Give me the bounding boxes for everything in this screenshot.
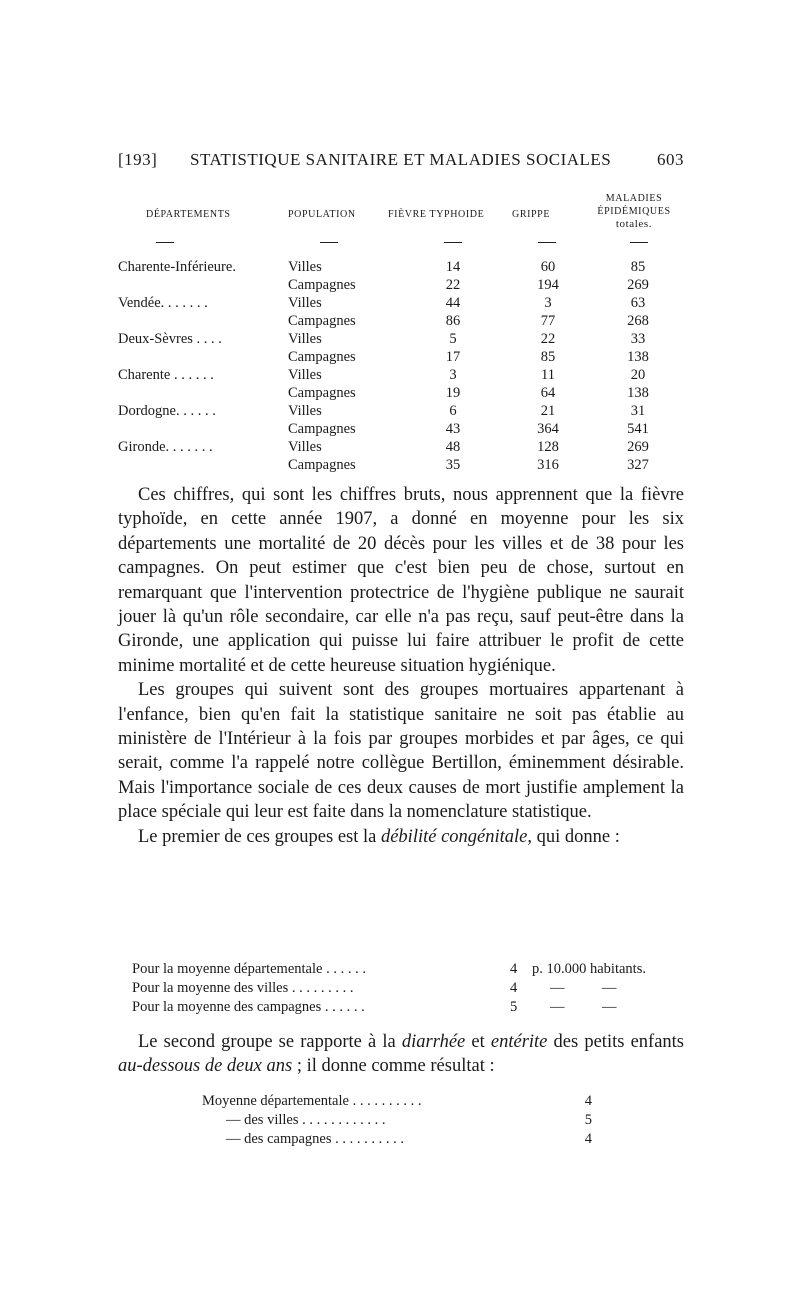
cell-fievre: 5 xyxy=(449,331,457,347)
cell-grippe: 85 xyxy=(540,349,556,365)
cell-maladies: 269 xyxy=(627,439,649,455)
list-label: Pour la moyenne départementale . . . . . . xyxy=(132,961,366,977)
cell-fievre: 35 xyxy=(445,457,461,473)
cell-fievre: 14 xyxy=(445,259,461,275)
cell-grippe: 77 xyxy=(540,313,556,329)
cell-population: Villes xyxy=(288,295,322,311)
cell-maladies: 327 xyxy=(627,457,649,473)
text-run: et xyxy=(465,1032,491,1052)
cell-maladies: 268 xyxy=(627,313,649,329)
running-header xyxy=(118,150,684,174)
cell-population: Villes xyxy=(288,403,322,419)
emphasis: au-dessous de deux ans xyxy=(118,1056,293,1077)
table-row xyxy=(118,402,684,420)
page-number-left: [193] xyxy=(118,150,158,169)
emphasis: débilité congénitale xyxy=(380,826,528,847)
cell-departement: Charente . . . . . . xyxy=(118,367,214,383)
table-row xyxy=(118,294,684,312)
paragraph xyxy=(118,1030,684,1079)
cell-maladies: 138 xyxy=(627,349,649,365)
paragraph: Ces chiffres, qui sont les chiffres bruts, nous apprennent que la fièvre typhoïde, en cette année 1907, a donné en moyenne pour les six départements une mortalité de 20 décès pour les villes et de 38 pour les campagnes. On peut estimer que c'est bien peu de chose, surtout en remarquant que l'intervention protectrice de l'hygiène publique ne saurait jouer là qu'un rôle secondaire, car elle n'a pas reçu, sauf peut-être dans la Gironde, une application qui puisse lui faire attribuer le profit de cette minime mortalité et de cette heureuse situation hygiénique. xyxy=(118,485,684,676)
cell-fievre: 44 xyxy=(445,295,461,311)
list-item xyxy=(132,960,672,979)
header-rule xyxy=(630,242,648,243)
cell-population: Campagnes xyxy=(288,277,356,293)
list-unit: — xyxy=(602,980,617,996)
list-unit: — xyxy=(602,999,617,1015)
emphasis: diarrhée xyxy=(401,1032,466,1052)
cell-maladies: 31 xyxy=(630,403,646,419)
cell-population: Villes xyxy=(288,259,322,275)
cell-population: Villes xyxy=(288,331,322,347)
header-maladies-line3: totales. xyxy=(615,218,653,230)
page-number-right: 603 xyxy=(657,150,684,169)
header-rule xyxy=(156,242,174,243)
list-unit: p. 10.000 habitants. xyxy=(532,961,646,977)
list-value: 4 xyxy=(510,961,518,977)
header-fievre: FIÈVRE TYPHOIDE xyxy=(388,209,485,220)
cell-fievre: 22 xyxy=(445,277,461,293)
list-value: 5 xyxy=(510,999,518,1015)
cell-maladies: 269 xyxy=(627,277,649,293)
table-row xyxy=(118,276,684,294)
cell-maladies: 85 xyxy=(630,259,646,275)
cell-fievre: 6 xyxy=(449,403,457,419)
cell-fievre: 48 xyxy=(445,439,461,455)
list-item xyxy=(132,998,672,1017)
list-label: Pour la moyenne des campagnes . . . . . . xyxy=(132,999,365,1015)
emphasis: entérite xyxy=(490,1032,548,1052)
table-row xyxy=(118,456,684,474)
cell-fievre: 17 xyxy=(445,349,461,365)
list-label: — des villes . . . . . . . . . . . . xyxy=(226,1112,386,1128)
header-grippe: GRIPPE xyxy=(512,209,551,220)
list-item xyxy=(202,1111,592,1130)
list-value: 4 xyxy=(510,980,518,996)
cell-departement: Deux-Sèvres . . . . xyxy=(118,331,222,347)
table-row xyxy=(118,366,684,384)
body-text-2 xyxy=(118,1030,684,1079)
text-run: Le premier de ces groupes est la xyxy=(138,826,381,847)
cell-departement: Vendée. . . . . . . xyxy=(118,295,208,311)
cell-grippe: 22 xyxy=(540,331,556,347)
table-row xyxy=(118,438,684,456)
cell-fievre: 19 xyxy=(445,385,461,401)
cell-population: Campagnes xyxy=(288,457,356,473)
cell-population: Campagnes xyxy=(288,421,356,437)
header-maladies xyxy=(584,192,684,231)
list-label: — des campagnes . . . . . . . . . . xyxy=(226,1131,404,1147)
text-run: Le second groupe se rapporte à la xyxy=(138,1032,402,1052)
cell-population: Villes xyxy=(288,367,322,383)
body-text xyxy=(118,483,684,849)
header-departements: DÉPARTEMENTS xyxy=(146,209,231,220)
cell-grippe: 21 xyxy=(540,403,556,419)
cell-population: Villes xyxy=(288,439,322,455)
cell-maladies: 63 xyxy=(630,295,646,311)
rates-list-1 xyxy=(132,960,672,1017)
cell-maladies: 33 xyxy=(630,331,646,347)
list-value: 4 xyxy=(584,1131,592,1147)
list-unit: — xyxy=(550,999,565,1015)
table-row xyxy=(118,312,684,330)
cell-departement: Dordogne. . . . . . xyxy=(118,403,216,419)
header-rule xyxy=(444,242,462,243)
table-row xyxy=(118,330,684,348)
cell-fievre: 43 xyxy=(445,421,461,437)
cell-grippe: 128 xyxy=(537,439,559,455)
header-maladies-line1: MALADIES xyxy=(605,193,663,204)
list-label: Pour la moyenne des villes . . . . . . . . . xyxy=(132,980,354,996)
cell-grippe: 64 xyxy=(540,385,556,401)
header-population: POPULATION xyxy=(288,209,356,220)
paragraph: Les groupes qui suivent sont des groupes mortuaires appartenant à l'enfance, bien qu'en fait la statistique sanitaire ne soit pas établie au ministère de l'Intérieur à la fois par groupes morbides et par âges, ce qui serait, comme l'a rappelé notre collègue Bertillon, éminemment désirable. Mais l'importance sociale de ces deux causes de mort justifie amplement la place spéciale qui leur est faite dans la nomenclature statistique. xyxy=(118,680,684,823)
text-run: ; il donne comme résultat : xyxy=(292,1056,495,1077)
table-row xyxy=(118,384,684,402)
cell-maladies: 138 xyxy=(627,385,649,401)
cell-fievre: 3 xyxy=(449,367,457,383)
list-item xyxy=(202,1130,592,1149)
document-page xyxy=(118,150,684,1147)
list-value: 5 xyxy=(584,1112,592,1128)
cell-grippe: 364 xyxy=(537,421,559,437)
cell-maladies: 541 xyxy=(627,421,649,437)
header-rule xyxy=(538,242,556,243)
list-label: Moyenne départementale . . . . . . . . . . xyxy=(202,1093,422,1109)
cell-departement: Charente-Inférieure. xyxy=(118,259,236,275)
cell-grippe: 11 xyxy=(541,367,555,383)
list-item xyxy=(132,979,672,998)
cell-population: Campagnes xyxy=(288,313,356,329)
cell-departement: Gironde. . . . . . . xyxy=(118,439,213,455)
header-rule xyxy=(320,242,338,243)
text-run: , qui donne : xyxy=(527,826,620,847)
cell-fievre: 86 xyxy=(445,313,461,329)
table-row xyxy=(118,348,684,366)
cell-grippe: 60 xyxy=(540,259,556,275)
cell-grippe: 3 xyxy=(544,295,552,311)
cell-maladies: 20 xyxy=(630,367,646,383)
table-row xyxy=(118,420,684,438)
cell-population: Campagnes xyxy=(288,385,356,401)
text-run: des petits enfants xyxy=(547,1032,684,1052)
running-title: STATISTIQUE SANITAIRE ET MALADIES SOCIALES xyxy=(190,150,612,169)
paragraph xyxy=(118,825,684,849)
list-unit: — xyxy=(550,980,565,996)
list-item xyxy=(202,1092,592,1111)
cell-grippe: 194 xyxy=(537,277,559,293)
cell-population: Campagnes xyxy=(288,349,356,365)
table-row xyxy=(118,258,684,276)
header-maladies-line2: ÉPIDÉMIQUES xyxy=(597,206,671,217)
cell-grippe: 316 xyxy=(537,457,559,473)
list-value: 4 xyxy=(584,1093,592,1109)
rates-list-2 xyxy=(202,1092,592,1149)
